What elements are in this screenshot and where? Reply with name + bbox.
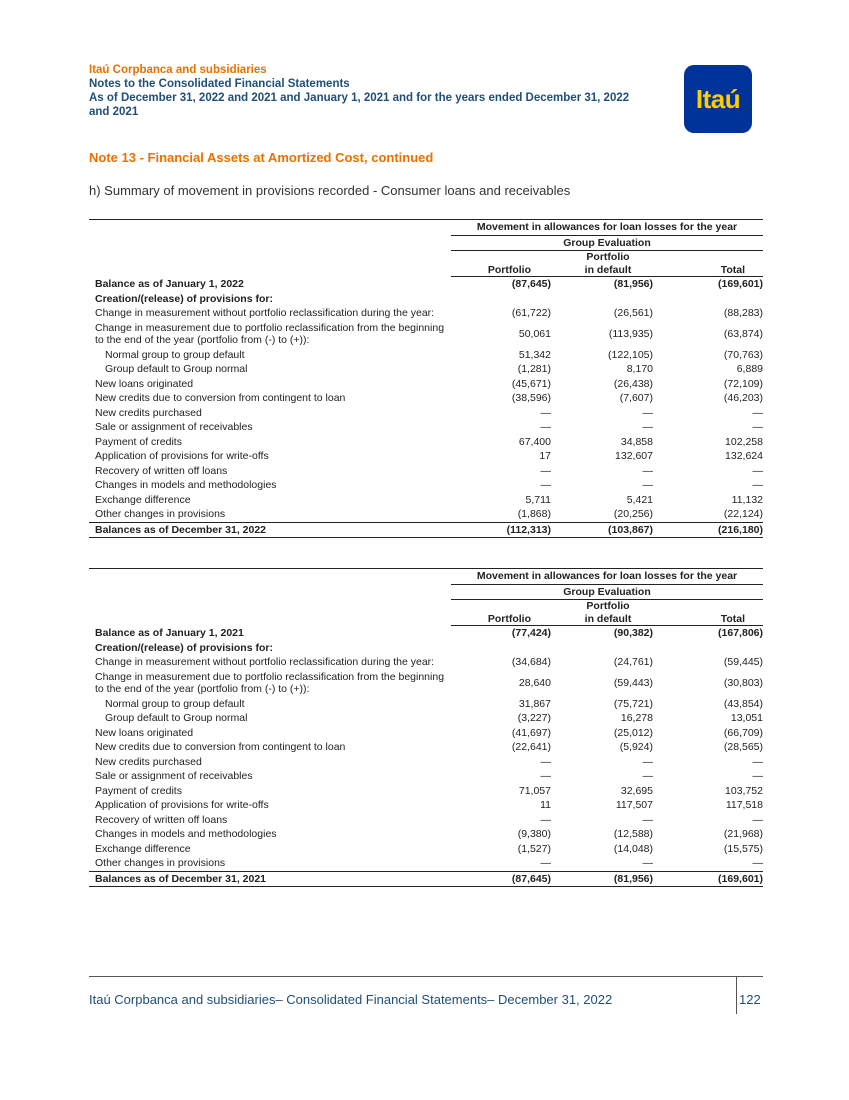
cell-value: — bbox=[540, 813, 551, 826]
row-label: Application of provisions for write-offs bbox=[95, 799, 269, 811]
cell-value: 11 bbox=[540, 799, 551, 811]
cell-value: (112,313) bbox=[451, 522, 557, 538]
table-row bbox=[89, 842, 763, 857]
cell-value: — bbox=[540, 421, 551, 433]
row-label: Application of provisions for write-offs bbox=[95, 450, 269, 462]
row-label: New loans originated bbox=[95, 726, 194, 739]
cell-value: 32,695 bbox=[620, 784, 653, 797]
cell-value: (70,763) bbox=[723, 348, 763, 361]
col-header-default-bottom: in default bbox=[557, 264, 659, 277]
cell-value: (59,445) bbox=[723, 656, 763, 668]
cell-value: (87,645) bbox=[511, 278, 551, 290]
cell-value: (1,527) bbox=[517, 842, 551, 855]
cell-value: (3,227) bbox=[517, 712, 551, 724]
table-row bbox=[89, 507, 763, 522]
cell-value: (1,868) bbox=[517, 508, 551, 520]
cell-value: (25,012) bbox=[613, 726, 653, 739]
row-label: Other changes in provisions bbox=[95, 857, 226, 869]
footer-separator bbox=[736, 976, 737, 1014]
cell-value: (75,721) bbox=[613, 697, 653, 710]
cell-value: (81,956) bbox=[613, 278, 653, 290]
row-label: Change in measurement without portfolio reclassification during the year: bbox=[95, 307, 435, 319]
cell-value: — bbox=[540, 464, 551, 477]
row-label: Change in measurement without portfolio reclassification during the year: bbox=[95, 656, 435, 668]
document-header bbox=[89, 63, 689, 119]
cell-value: (167,806) bbox=[718, 627, 763, 639]
row-label: New credits purchased bbox=[95, 755, 202, 768]
cell-value: 117,518 bbox=[725, 799, 763, 811]
cell-value: (103,867) bbox=[557, 522, 659, 538]
cell-value: 132,607 bbox=[615, 450, 653, 462]
cell-value: (63,874) bbox=[723, 327, 763, 340]
cell-value: — bbox=[540, 406, 551, 419]
col-header-default-top: Portfolio bbox=[586, 600, 630, 612]
cell-value: (30,803) bbox=[723, 676, 763, 689]
group-header: Group Evaluation bbox=[451, 235, 763, 251]
cell-value: — bbox=[752, 406, 763, 419]
cell-value: — bbox=[642, 479, 653, 491]
row-label: Exchange difference bbox=[95, 493, 191, 506]
cell-value: 132,624 bbox=[725, 450, 763, 462]
table-row bbox=[89, 813, 763, 828]
cell-value: 51,342 bbox=[518, 348, 551, 361]
col-header-portfolio: Portfolio bbox=[451, 613, 557, 626]
logo-text: Itaú bbox=[695, 83, 741, 114]
table-row bbox=[89, 464, 763, 479]
cell-value bbox=[451, 292, 557, 307]
header-line-3: and 2021 bbox=[89, 106, 139, 118]
cell-value: (26,438) bbox=[613, 377, 653, 390]
section-subtitle: h) Summary of movement in provisions recorded - Consumer loans and receivables bbox=[89, 183, 571, 198]
cell-value: (43,854) bbox=[723, 697, 763, 710]
cell-value: — bbox=[752, 479, 763, 491]
col-header-default-top: Portfolio bbox=[586, 251, 630, 263]
cell-value: (24,761) bbox=[613, 656, 653, 668]
table-row bbox=[89, 420, 763, 435]
cell-value bbox=[659, 292, 763, 307]
table-row bbox=[89, 798, 763, 813]
opening-balance-row bbox=[89, 277, 763, 292]
cell-value: 5,711 bbox=[525, 493, 551, 506]
cell-value: 5,421 bbox=[626, 493, 653, 506]
cell-value: 31,867 bbox=[518, 697, 551, 710]
table-row bbox=[89, 435, 763, 450]
row-label: Payment of credits bbox=[95, 435, 182, 448]
cell-value: (61,722) bbox=[511, 307, 551, 319]
table-row bbox=[89, 348, 763, 363]
col-header-total: Total bbox=[659, 264, 763, 277]
cell-value: — bbox=[540, 479, 551, 491]
cell-value: (216,180) bbox=[659, 522, 763, 538]
row-label: Recovery of written off loans bbox=[95, 464, 228, 477]
row-label: Creation/(release) of provisions for: bbox=[95, 641, 273, 654]
cell-value: — bbox=[752, 770, 763, 782]
table-2022 bbox=[89, 219, 763, 538]
col-header-total: Total bbox=[659, 613, 763, 626]
row-label: New credits purchased bbox=[95, 406, 202, 419]
cell-value: — bbox=[540, 770, 551, 782]
section-label-row bbox=[89, 292, 763, 307]
table-row bbox=[89, 755, 763, 770]
cell-value: (77,424) bbox=[511, 627, 551, 639]
cell-value: (14,048) bbox=[613, 842, 653, 855]
cell-value: (169,601) bbox=[659, 871, 763, 887]
cell-value: 102,258 bbox=[725, 435, 763, 448]
cell-value: (22,124) bbox=[723, 508, 763, 520]
cell-value: — bbox=[642, 464, 653, 477]
row-label: Changes in models and methodologies bbox=[95, 828, 277, 840]
cell-value: — bbox=[642, 857, 653, 869]
table-title: Movement in allowances for loan losses for the year bbox=[451, 569, 763, 585]
row-label: Changes in models and methodologies bbox=[95, 479, 277, 491]
row-label: Payment of credits bbox=[95, 784, 182, 797]
row-label: Creation/(release) of provisions for: bbox=[95, 292, 273, 305]
footer-text: Itaú Corpbanca and subsidiaries– Consolidated Financial Statements– December 31, 2022 bbox=[89, 992, 613, 1007]
cell-value: (1,281) bbox=[517, 363, 551, 375]
itau-logo bbox=[684, 65, 752, 133]
cell-value: (5,924) bbox=[619, 741, 653, 753]
table-row bbox=[89, 362, 763, 377]
table-2021 bbox=[89, 568, 763, 887]
cell-value: (9,380) bbox=[517, 828, 551, 840]
row-label: Other changes in provisions bbox=[95, 508, 226, 520]
page-number: 122 bbox=[739, 992, 761, 1007]
cell-value: 8,170 bbox=[626, 363, 653, 375]
cell-value: — bbox=[752, 464, 763, 477]
header-line-1: Notes to the Consolidated Financial Statements bbox=[89, 78, 350, 90]
cell-value: — bbox=[642, 770, 653, 782]
row-label: Recovery of written off loans bbox=[95, 813, 228, 826]
cell-value: — bbox=[752, 813, 763, 826]
table-row bbox=[89, 377, 763, 392]
row-label: Balance as of January 1, 2021 bbox=[95, 626, 244, 639]
table-row bbox=[89, 321, 763, 348]
row-label: Change in measurement due to portfolio reclassification from the beginning to the end of the year (portfolio from (-) to (+)): bbox=[95, 670, 445, 695]
table-row bbox=[89, 856, 763, 871]
table-row bbox=[89, 406, 763, 421]
cell-value: (21,968) bbox=[723, 828, 763, 840]
section-label-row bbox=[89, 641, 763, 656]
group-header: Group Evaluation bbox=[451, 584, 763, 600]
cell-value: (15,575) bbox=[723, 842, 763, 855]
cell-value: (38,596) bbox=[511, 392, 551, 404]
table-row bbox=[89, 711, 763, 726]
cell-value: (45,671) bbox=[511, 377, 551, 390]
row-label: New loans originated bbox=[95, 377, 194, 390]
table-row bbox=[89, 449, 763, 464]
cell-value: (72,109) bbox=[723, 377, 763, 390]
row-label: Balances as of December 31, 2022 bbox=[89, 522, 451, 538]
cell-value: (59,443) bbox=[613, 676, 653, 689]
row-label: Group default to Group normal bbox=[105, 363, 248, 375]
table-row bbox=[89, 769, 763, 784]
cell-value: (169,601) bbox=[718, 278, 763, 290]
cell-value: 11,132 bbox=[731, 493, 763, 506]
table-row bbox=[89, 827, 763, 842]
row-label: New credits due to conversion from contingent to loan bbox=[95, 741, 346, 753]
note-title: Note 13 - Financial Assets at Amortized Cost, continued bbox=[89, 150, 434, 165]
cell-value: — bbox=[642, 813, 653, 826]
cell-value: (34,684) bbox=[511, 656, 551, 668]
table-row bbox=[89, 391, 763, 406]
cell-value: (41,697) bbox=[511, 726, 551, 739]
cell-value bbox=[557, 641, 659, 656]
row-label: Exchange difference bbox=[95, 842, 191, 855]
cell-value: 50,061 bbox=[518, 327, 551, 340]
cell-value: (81,956) bbox=[557, 871, 659, 887]
table-row bbox=[89, 726, 763, 741]
cell-value: 13,051 bbox=[730, 712, 763, 724]
cell-value: — bbox=[752, 755, 763, 768]
header-line-2: As of December 31, 2022 and 2021 and January 1, 2021 and for the years ended December 31, 2022 bbox=[89, 92, 630, 104]
cell-value: 28,640 bbox=[518, 676, 551, 689]
table-title: Movement in allowances for loan losses for the year bbox=[451, 220, 763, 236]
closing-balance-row bbox=[89, 522, 763, 538]
cell-value: (7,607) bbox=[619, 392, 653, 404]
cell-value bbox=[451, 641, 557, 656]
cell-value: — bbox=[642, 406, 653, 419]
cell-value: (113,935) bbox=[608, 327, 653, 340]
cell-value: (122,105) bbox=[608, 348, 653, 361]
cell-value: (90,382) bbox=[613, 627, 653, 639]
cell-value: (88,283) bbox=[723, 307, 763, 319]
cell-value: (12,588) bbox=[613, 828, 653, 840]
cell-value: 17 bbox=[539, 450, 551, 462]
cell-value: 117,507 bbox=[615, 799, 653, 811]
cell-value: — bbox=[752, 421, 763, 433]
cell-value: (28,565) bbox=[723, 741, 763, 753]
row-label: Change in measurement due to portfolio reclassification from the beginning to the end of the year (portfolio from (-) to (+)): bbox=[95, 321, 445, 346]
table-row bbox=[89, 493, 763, 508]
col-header-portfolio: Portfolio bbox=[451, 264, 557, 277]
cell-value: (26,561) bbox=[613, 307, 653, 319]
opening-balance-row bbox=[89, 626, 763, 641]
table-row bbox=[89, 784, 763, 799]
cell-value: — bbox=[540, 857, 551, 869]
cell-value: (22,641) bbox=[511, 741, 551, 753]
cell-value: — bbox=[642, 755, 653, 768]
row-label: Sale or assignment of receivables bbox=[95, 770, 253, 782]
row-label: Sale or assignment of receivables bbox=[95, 421, 253, 433]
cell-value: 71,057 bbox=[518, 784, 551, 797]
cell-value: (87,645) bbox=[451, 871, 557, 887]
cell-value: 6,889 bbox=[736, 363, 763, 375]
row-label: Normal group to group default bbox=[105, 348, 245, 361]
table-row bbox=[89, 306, 763, 321]
footer-divider bbox=[89, 976, 763, 977]
cell-value: (66,709) bbox=[723, 726, 763, 739]
row-label: Balance as of January 1, 2022 bbox=[95, 277, 244, 290]
company-name: Itaú Corpbanca and subsidiaries bbox=[89, 64, 267, 76]
row-label: Balances as of December 31, 2021 bbox=[89, 871, 451, 887]
cell-value: (20,256) bbox=[613, 508, 653, 520]
cell-value: (46,203) bbox=[723, 392, 763, 404]
cell-value bbox=[659, 641, 763, 656]
table-row bbox=[89, 670, 763, 697]
cell-value: 16,278 bbox=[620, 712, 653, 724]
table-row bbox=[89, 655, 763, 670]
row-label: Normal group to group default bbox=[105, 697, 245, 710]
cell-value: 34,858 bbox=[620, 435, 653, 448]
row-label: Group default to Group normal bbox=[105, 712, 248, 724]
cell-value: — bbox=[752, 857, 763, 869]
col-header-default-bottom: in default bbox=[557, 613, 659, 626]
cell-value: 67,400 bbox=[518, 435, 551, 448]
table-row bbox=[89, 478, 763, 493]
table-row bbox=[89, 697, 763, 712]
cell-value bbox=[557, 292, 659, 307]
row-label: New credits due to conversion from contingent to loan bbox=[95, 392, 346, 404]
closing-balance-row bbox=[89, 871, 763, 887]
table-row bbox=[89, 740, 763, 755]
cell-value: — bbox=[642, 421, 653, 433]
cell-value: 103,752 bbox=[725, 784, 763, 797]
cell-value: — bbox=[540, 755, 551, 768]
